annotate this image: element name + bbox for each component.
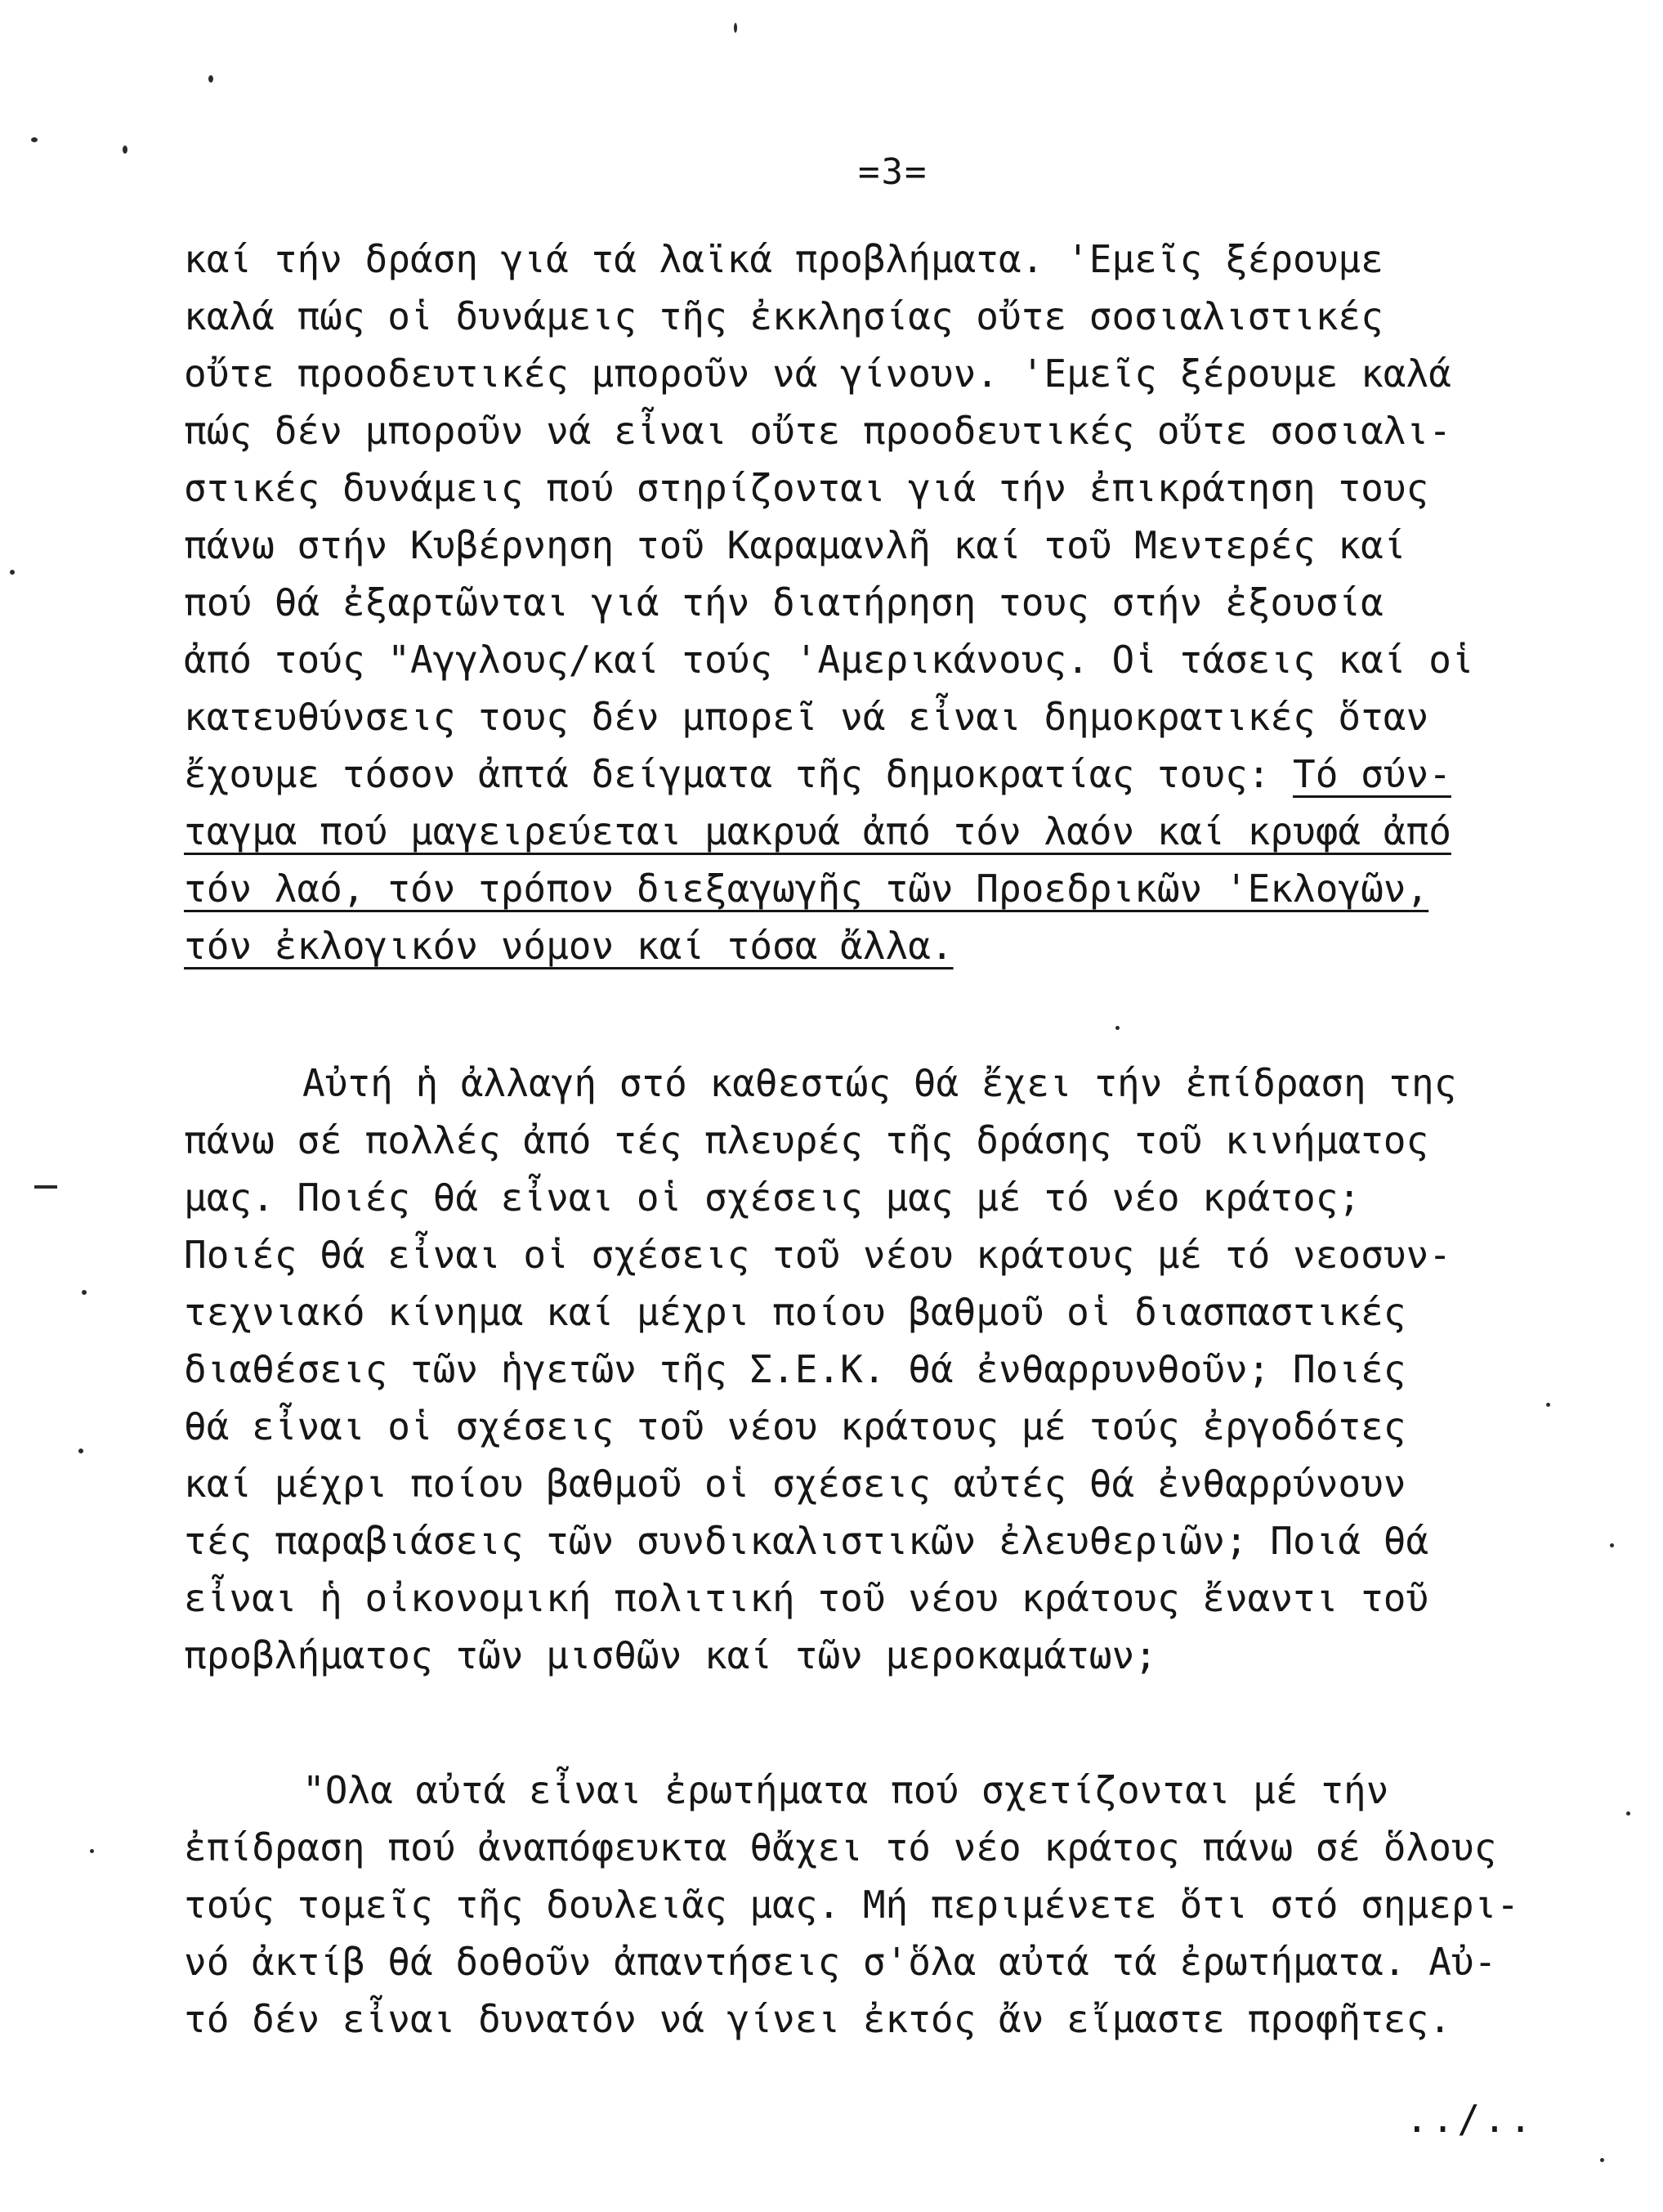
- text-line: προβλήματος τῶν μισθῶν καί τῶν μεροκαμάτων;: [184, 1633, 1157, 1677]
- text-line: Ποιές θά εἶναι οἱ σχέσεις τοῦ νέου κράτους μέ τό νεοσυν-: [184, 1233, 1451, 1277]
- text-line: νό ἀκτίβ θά δοθοῦν ἀπαντήσεις σ'ὅλα αὐτά τά ἐρωτήματα. Αὐ-: [184, 1940, 1497, 1984]
- text-line: [184, 917, 1606, 974]
- text-line: τεχνιακό κίνημα καί μέχρι ποίου βαθμοῦ οἱ διασπαστικές: [184, 1290, 1406, 1334]
- page-number: =3=: [858, 151, 928, 193]
- text-line: εἶναι ἡ οἰκονομική πολιτική τοῦ νέου κράτους ἔναντι τοῦ: [184, 1576, 1429, 1620]
- text-line: ἀπό τούς "Αγγλους/καί τούς 'Αμερικάνους. Οἱ τάσεις καί οἱ: [184, 638, 1474, 682]
- text-line: οὔτε προοδευτικές μποροῦν νά γίνουν. 'Εμεῖς ξέρουμε καλά: [184, 352, 1451, 396]
- scan-speck: [1600, 2158, 1604, 2162]
- text-line: ἐπίδραση πού ἀναπόφευκτα θἄχει τό νέο κράτος πάνω σέ ὅλους: [184, 1825, 1497, 1869]
- text-line: Αὐτή ἡ ἀλλαγή στό καθεστώς θά ἔχει τήν ἐπίδραση της: [302, 1061, 1457, 1105]
- text-line: διαθέσεις τῶν ἡγετῶν τῆς Σ.Ε.Κ. θά ἐνθαρρυνθοῦν; Ποιές: [184, 1347, 1406, 1391]
- scan-speck: [123, 146, 127, 154]
- underlined-text: τόν ἐκλογικόν νόμον καί τόσα ἄλλα.: [184, 924, 954, 968]
- text-line: πάνω σέ πολλές ἀπό τές πλευρές τῆς δράσης τοῦ κινήματος: [184, 1118, 1429, 1162]
- scan-speck: [1546, 1403, 1550, 1407]
- text-line: καλά πώς οἱ δυνάμεις τῆς ἐκκλησίας οὔτε σοσιαλιστικές: [184, 294, 1384, 338]
- text-line: πάνω στήν Κυβέρνηση τοῦ Καραμανλῆ καί τοῦ Μεντερές καί: [184, 523, 1406, 567]
- text-line: καί μέχρι ποίου βαθμοῦ οἱ σχέσεις αὐτές θά ἐνθαρρύνουν: [184, 1462, 1406, 1506]
- scan-speck: [78, 1449, 83, 1453]
- scan-speck: [734, 23, 737, 33]
- text-line: τές παραβιάσεις τῶν συνδικαλιστικῶν ἐλευθεριῶν; Ποιά θά: [184, 1519, 1429, 1563]
- text-line: "Ολα αὐτά εἶναι ἐρωτήματα πού σχετίζονται μέ τήν: [302, 1768, 1389, 1812]
- text-line: κατευθύνσεις τους δέν μπορεῖ νά εἶναι δημοκρατικές ὅταν: [184, 695, 1429, 739]
- text-line: [184, 803, 1606, 860]
- text-line: θά εἶναι οἱ σχέσεις τοῦ νέου κράτους μέ τούς ἐργοδότες: [184, 1404, 1406, 1449]
- text-line: [184, 746, 1606, 803]
- underlined-text: τόν λαό, τόν τρόπον διεξαγωγῆς τῶν Προεδρικῶν 'Εκλογῶν,: [184, 866, 1429, 911]
- text-line: τούς τομεῖς τῆς δουλειᾶς μας. Μή περιμένετε ὅτι στό σημερι-: [184, 1883, 1519, 1927]
- scan-speck: [1610, 1543, 1614, 1547]
- scan-mark: [34, 1185, 57, 1189]
- paragraph-1: [184, 231, 1606, 974]
- text-line: [184, 860, 1606, 917]
- scan-speck: [82, 1290, 87, 1295]
- scan-speck: [208, 75, 213, 83]
- scan-speck: [31, 137, 38, 142]
- paragraph-2: [184, 1055, 1606, 1684]
- underlined-text: ταγμα πού μαγειρεύεται μακρυά ἀπό τόν λαόν καί κρυφά ἀπό: [184, 809, 1451, 853]
- text-line: πώς δέν μποροῦν νά εἶναι οὔτε προοδευτικές οὔτε σοσιαλι-: [184, 409, 1451, 453]
- scan-speck: [1626, 1811, 1630, 1816]
- text-line: στικές δυνάμεις πού στηρίζονται γιά τήν ἐπικράτηση τους: [184, 466, 1429, 510]
- text-segment: ἔχουμε τόσον ἀπτά δείγματα τῆς δημοκρατίας τους:: [184, 752, 1294, 796]
- scan-speck: [10, 570, 15, 575]
- scan-speck: [90, 1849, 94, 1853]
- continuation-mark: ../..: [1406, 2097, 1536, 2141]
- scan-speck: [1115, 1026, 1120, 1030]
- underlined-text: Τό σύν-: [1293, 752, 1451, 796]
- text-line: μας. Ποιές θά εἶναι οἱ σχέσεις μας μέ τό νέο κράτος;: [184, 1175, 1361, 1220]
- text-line: καί τήν δράση γιά τά λαϊκά προβλήματα. 'Εμεῖς ξέρουμε: [184, 237, 1384, 281]
- text-line: τό δέν εἶναι δυνατόν νά γίνει ἐκτός ἄν εἴμαστε προφῆτες.: [184, 1997, 1451, 2041]
- text-line: πού θά ἐξαρτῶνται γιά τήν διατήρηση τους στήν ἐξουσία: [184, 580, 1384, 625]
- paragraph-3: [184, 1762, 1606, 2048]
